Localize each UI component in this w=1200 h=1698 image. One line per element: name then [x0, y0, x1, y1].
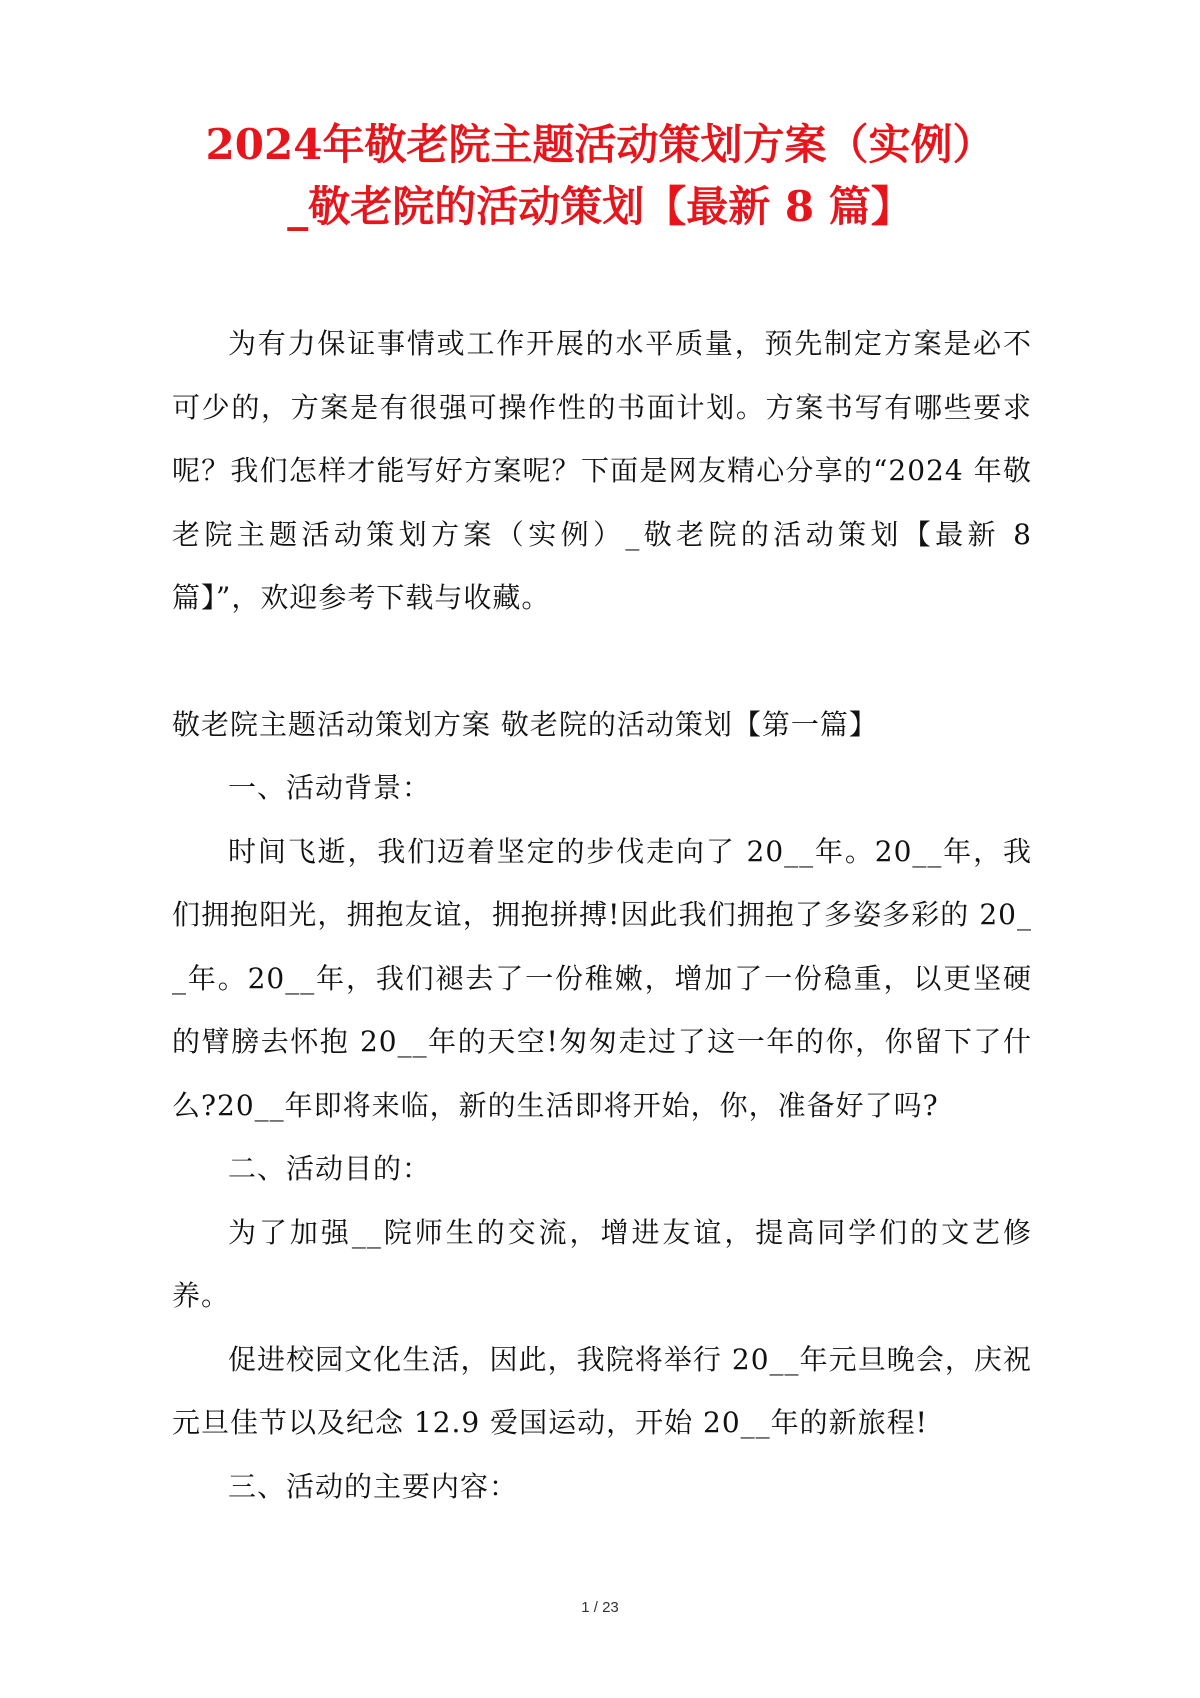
paragraph-purpose: 为了加强__院师生的交流，增进友谊，提高同学们的文艺修养。: [172, 1215, 1032, 1312]
document-title-line-1: 2024年敬老院主题活动策划方案（实例）: [205, 120, 995, 169]
intro-paragraph: 为有力保证事情或工作开展的水平质量，预先制定方案是必不可少的，方案是有很强可操作性的书面计划。方案书写有哪些要求呢？我们怎样才能写好方案呢？下面是网友精心分享的“2024 年敬老院主题活动策划方案（实例）_敬老院的活动策划【最新 8 篇】”，欢迎参考下载与收藏。: [172, 327, 1032, 614]
subheading-content: 三、活动的主要内容：: [228, 1469, 519, 1503]
paragraph-culture: 促进校园文化生活，因此，我院将举行 20__年元旦晚会，庆祝元旦佳节以及纪念 12.9 爱国运动，开始 20__年的新旅程!: [172, 1342, 1032, 1439]
subheading-background: 一、活动背景：: [228, 771, 432, 804]
section-heading: 敬老院主题活动策划方案 敬老院的活动策划【第一篇】: [172, 707, 878, 741]
paragraph-gap: [172, 630, 1032, 693]
document-title-line-2: _敬老院的活动策划【最新 8 篇】: [287, 182, 913, 231]
paragraph-background: 时间飞逝，我们迈着坚定的步伐走向了 20__年。20__年，我们拥抱阳光，拥抱友谊，拥抱拼搏!因此我们拥抱了多姿多彩的 20__年。20__年，我们褪去了一份稚嫩，增加了一份稳重，以更坚硬的臂膀去怀抱 20__年的天空!匆匆走过了这一年的你，你留下了什么?20__年即将来临，新的生活即将开始，你，准备好了吗?: [172, 834, 1032, 1122]
document-body: [172, 312, 1032, 1518]
subheading-purpose: 二、活动目的：: [228, 1152, 432, 1185]
page-number: 1 / 23: [581, 1599, 619, 1616]
